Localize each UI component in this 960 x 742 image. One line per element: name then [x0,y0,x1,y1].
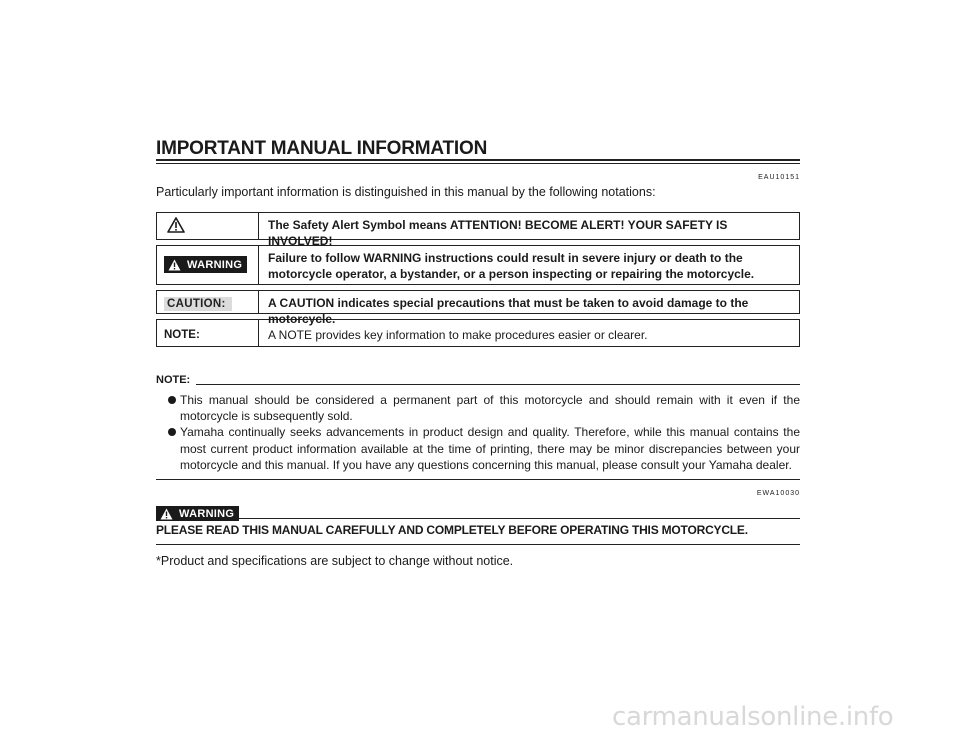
note-section [156,372,800,480]
notation-text: The Safety Alert Symbol means ATTENTION! BECOME ALERT! YOUR SAFETY IS INVOLVED! [268,218,728,248]
notation-symbol-cell [157,213,259,239]
notation-row-note [156,319,800,347]
notation-row-warning [156,245,800,285]
note-end-rule [156,479,800,480]
note-badge: NOTE: [164,329,200,341]
note-header [156,372,800,386]
warning-text: PLEASE READ THIS MANUAL CAREFULLY AND COMPLETELY BEFORE OPERATING THIS MOTORCYCLE. [156,523,748,538]
warning-badge-label: WARNING [187,258,243,271]
title-block [156,138,800,164]
caution-badge: CAUTION: [164,297,232,311]
footnote: *Product and specifications are subject to change without notice. [156,554,514,569]
notation-symbol-cell [157,320,259,346]
notation-table [156,212,800,347]
note-bullets [156,392,800,473]
warning-badge [164,256,247,273]
title-rule-thin [156,163,800,164]
list-item [156,392,800,424]
notation-row-caution [156,290,800,326]
page-title: IMPORTANT MANUAL INFORMATION [156,138,488,159]
intro-text: Particularly important information is distinguished in this manual by the following notations: [156,185,656,199]
notation-text: A NOTE provides key information to make procedures easier or clearer. [268,328,648,342]
warning-badge [156,506,239,521]
warning-section [156,506,800,545]
warning-header [156,506,800,521]
warning-rule [239,518,800,519]
manual-page [156,138,800,568]
list-item-text: This manual should be considered a permanent part of this motorcycle and should remain with it even if the motorcycle is subsequently sold. [180,393,800,424]
notation-row-safety [156,212,800,248]
warning-triangle-icon [160,508,173,520]
warning-triangle-icon [168,259,181,271]
safety-alert-icon [167,217,185,233]
warning-end-rule [156,544,800,545]
note-rule [196,384,800,385]
title-rule [156,159,800,161]
section-code: EWA10030 [756,490,800,498]
list-item [156,424,800,473]
warning-badge-label: WARNING [179,507,235,520]
note-label: NOTE: [156,374,191,386]
bullet-icon [168,396,176,404]
notation-symbol-cell [157,291,259,313]
notation-text: Failure to follow WARNING instructions could result in severe injury or death to the motorcycle operator, a bystander, or a person inspecting or repairing the motorcycle. [268,251,755,281]
bullet-icon [168,428,176,436]
notation-symbol-cell [157,246,259,284]
section-code: EAU10151 [758,174,800,181]
notation-text: A CAUTION indicates special precautions that must be taken to avoid damage to the motorcycle. [268,296,749,326]
watermark: carmanualsonline.info [612,702,894,732]
list-item-text: Yamaha continually seeks advancements in product design and quality. Therefore, while this manual contains the most current product information available at the time of printing, there may be minor discrepancies between your motorcycle and this manual. If you have any questions concerning this manual, please consult your Yamaha dealer. [180,425,800,472]
